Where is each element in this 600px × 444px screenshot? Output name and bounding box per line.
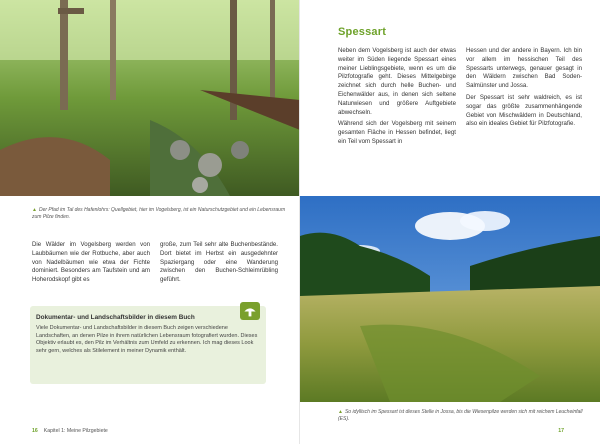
section-title: Spessart <box>338 26 387 38</box>
right-col1-paragraph-1: Neben dem Vogelsberg ist auch der etwas weiter im Süden liegende Spessart eines meiner Lieblingsgebiete, wenn es um die Pilzfotografie geht. Dieses Mittelgebirge zeichnet sich durch helle Buchen- und Eichenwälder aus, in denen sich seltene Naturwiesen und größere Auftgebiete abwechseln. <box>338 47 456 116</box>
info-box-title: Dokumentar- und Landschaftsbilder in diesem Buch <box>36 314 195 321</box>
right-body-column-1 <box>338 47 456 150</box>
right-col2-paragraph-1: Hessen und der andere in Bayern. Ich bin vor allem im hessischen Teil des Spessarts unterwegs, genauer gesagt in den Wäldern zwischen Bad Soden-Salmünster und Jossa. <box>466 47 582 90</box>
left-photo-caption <box>32 207 290 220</box>
right-footer <box>558 428 570 434</box>
left-body-column-1: Die Wälder im Vogelsberg werden von Laubbäumen wie der Rotbuche, aber auch von Nadelbäumen wie etwa der Fichte dominiert. Besonders am Taufstein und am Hoherodskopf gibt es <box>32 241 150 284</box>
page-number-left: 16 <box>32 428 38 434</box>
left-body-column-2: große, zum Teil sehr alte Buchenbestände. Dort bietet im Herbst ein ausgedehnter Spaziergang oder eine Wanderung zwischen den Buchen-Schleimrübling geführt. <box>160 241 278 284</box>
right-body-column-2 <box>466 47 582 132</box>
meadow-photo <box>300 196 600 402</box>
forest-stream-photo <box>0 0 300 196</box>
mushroom-icon <box>240 302 260 320</box>
caption-marker-icon: ▲ <box>338 409 343 415</box>
page-number-right: 17 <box>558 428 564 434</box>
caption-text: So idyllisch im Spessart ist dieses Stelle in Jossa, bis die Wiesenpilze werden sich mit reichem Leucheinfall (ES). <box>338 409 583 422</box>
chapter-title: Kapitel 1: Meine Pilzgebiete <box>43 428 108 434</box>
caption-marker-icon: ▲ <box>32 207 37 213</box>
info-box <box>30 306 266 384</box>
right-col1-paragraph-2: Während sich der Vogelsberg mit seinem gesamten Fläche in Hessen befindet, liegt ein Teil vom Spessart in <box>338 120 456 145</box>
right-photo-caption <box>338 409 584 422</box>
right-col2-paragraph-2: Der Spessart ist sehr waldreich, es ist sogar das größte zusammenhängende Gebiet von Mischwäldern in Deutschland, also ein ideales Gebiet für Pilzfotografie. <box>466 93 582 128</box>
info-box-text: Viele Dokumentar- und Landschaftsbilder in diesem Buch zeigen verschiedene Landschaften, an denen Pilze in ihrem natürlichen Lebensraum fotografiert wurden. Dieses Objektiv erlaubt es, den Pilz im Verhältnis zum Umfeld zu erkennen. Ich mag dieses Look sehr gern, welches als Stilelement in meiner Dynamik enthält. <box>36 325 258 354</box>
caption-text: Der Pfad im Tal des Hafenlohrs: Quellgebiet, hier im Vogelsberg, ist ein Naturschutzgebiet und ein Lebensraum zum Pilze finden. <box>32 207 286 220</box>
left-footer <box>32 428 108 434</box>
right-page <box>300 0 600 444</box>
